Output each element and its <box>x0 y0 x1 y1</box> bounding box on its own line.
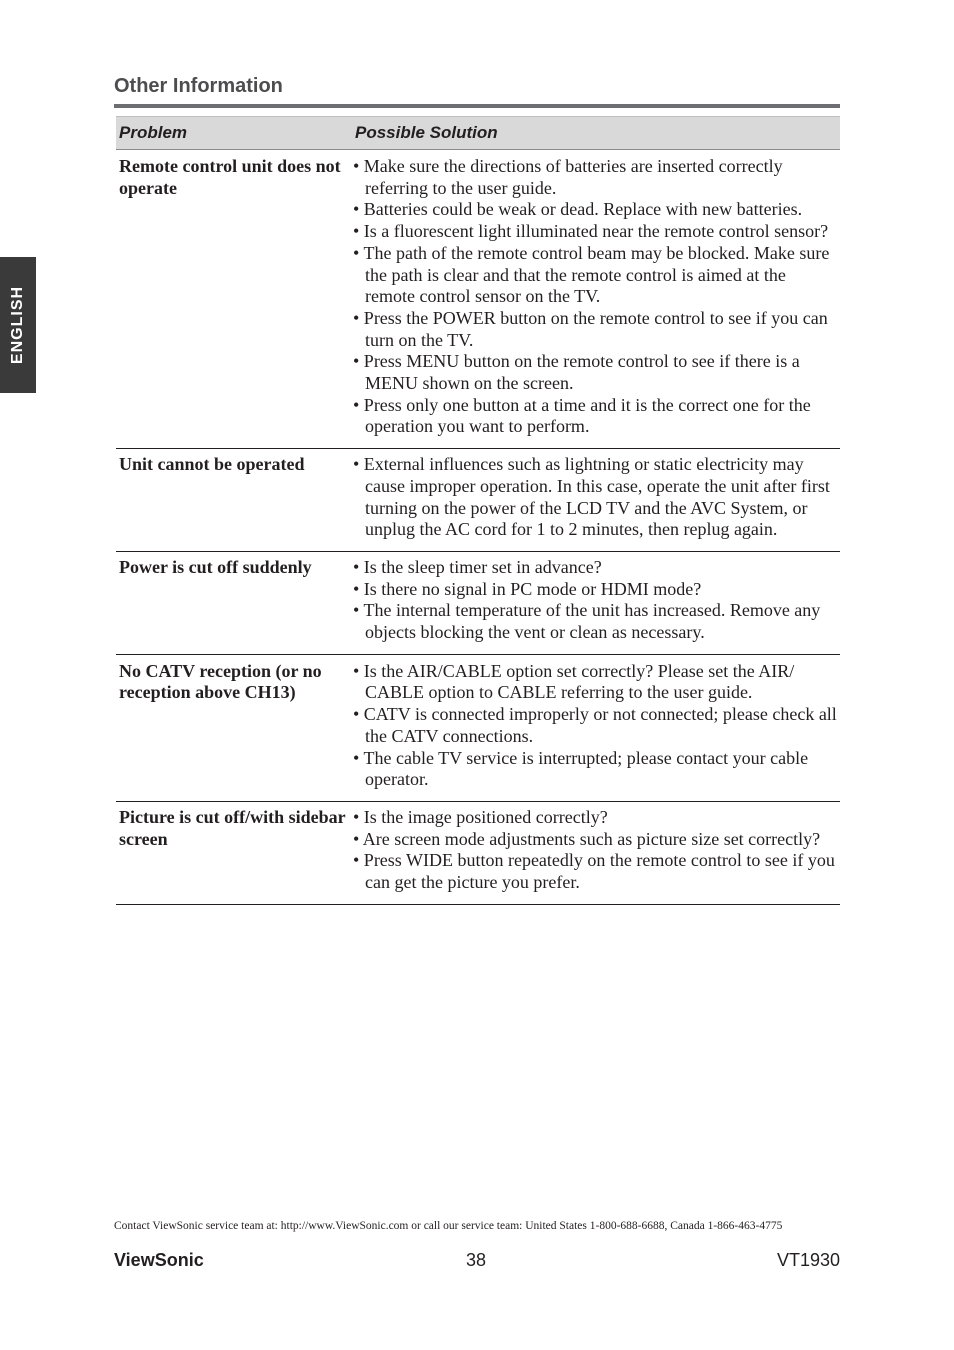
table-row <box>116 802 840 905</box>
table-header <box>116 116 840 150</box>
solution-item: • Are screen mode adjustments such as picture size set correctly? <box>353 828 821 849</box>
solution-cell <box>352 807 840 894</box>
solution-item: • Batteries could be weak or dead. Replace with new batteries. <box>353 199 803 220</box>
solution-item: • The cable TV service is interrupted; please contact your cable operator. <box>353 747 809 790</box>
solution-item: • The internal temperature of the unit has increased. Remove any objects blocking the vent or clean as necessary. <box>353 600 821 643</box>
solution-item: • Is the image positioned correctly? <box>353 806 608 827</box>
solution-item: • Is the sleep timer set in advance? <box>353 556 602 577</box>
header-solution: Possible Solution <box>355 123 498 142</box>
solution-cell <box>352 454 840 541</box>
language-tab-label: ENGLISH <box>9 285 26 365</box>
problem-cell: No CATV reception (or no reception above CH13) <box>119 660 322 703</box>
section-title: Other Information <box>114 75 283 97</box>
title-divider <box>114 104 840 108</box>
solution-item: • Make sure the directions of batteries are inserted correctly referring to the user guide. <box>353 156 783 198</box>
service-contact-note: Contact ViewSonic service team at: http://www.ViewSonic.com or call our service team: United States 1-800-688-6688, Canada 1-866-463-4775 <box>114 1220 783 1232</box>
solution-item: • Press the POWER button on the remote control to see if you can turn on the TV. <box>353 307 828 350</box>
page-number: 38 <box>466 1250 487 1270</box>
brand-name: ViewSonic <box>114 1250 204 1270</box>
problem-cell: Remote control unit does not operate <box>119 156 341 198</box>
solution-item: • The path of the remote control beam may be blocked. Make sure the path is clear and that the remote control is aimed at the remote control sensor on the TV. <box>353 242 830 307</box>
problem-cell: Picture is cut off/with sidebar screen <box>119 806 346 849</box>
problem-cell: Power is cut off suddenly <box>119 556 312 577</box>
solution-item: • Is the AIR/CABLE option set correctly? Please set the AIR/ CABLE option to CABLE referring to the user guide. <box>353 660 795 703</box>
table-row <box>116 150 840 449</box>
model-number: VT1930 <box>776 1250 840 1270</box>
table-row <box>116 655 840 802</box>
language-tab <box>0 257 36 393</box>
solution-item: • Press WIDE button repeatedly on the remote control to see if you can get the picture you prefer. <box>353 850 835 893</box>
solution-item: • Is a fluorescent light illuminated near the remote control sensor? <box>353 221 829 242</box>
solution-item: • Is there no signal in PC mode or HDMI mode? <box>353 578 702 599</box>
solution-item: • CATV is connected improperly or not connected; please check all the CATV connections. <box>353 704 837 746</box>
solution-item: • External influences such as lightning or static electricity may cause improper operation. In this case, operate the unit after first turning on the power of the LCD TV and the AVC System, or unplug the AC cord for 1 to 2 minutes, then replug again. <box>353 454 830 540</box>
solution-item: • Press only one button at a time and it is the correct one for the operation you want to perform. <box>353 394 811 437</box>
solution-item: • Press MENU button on the remote control to see if there is a MENU shown on the screen. <box>353 351 800 394</box>
solution-cell <box>352 557 840 644</box>
table-row <box>116 449 840 552</box>
troubleshooting-table <box>116 116 840 905</box>
problem-cell: Unit cannot be operated <box>119 454 305 475</box>
table-row <box>116 552 840 655</box>
header-problem: Problem <box>119 123 188 142</box>
solution-cell <box>352 156 840 438</box>
solution-cell <box>352 661 840 791</box>
